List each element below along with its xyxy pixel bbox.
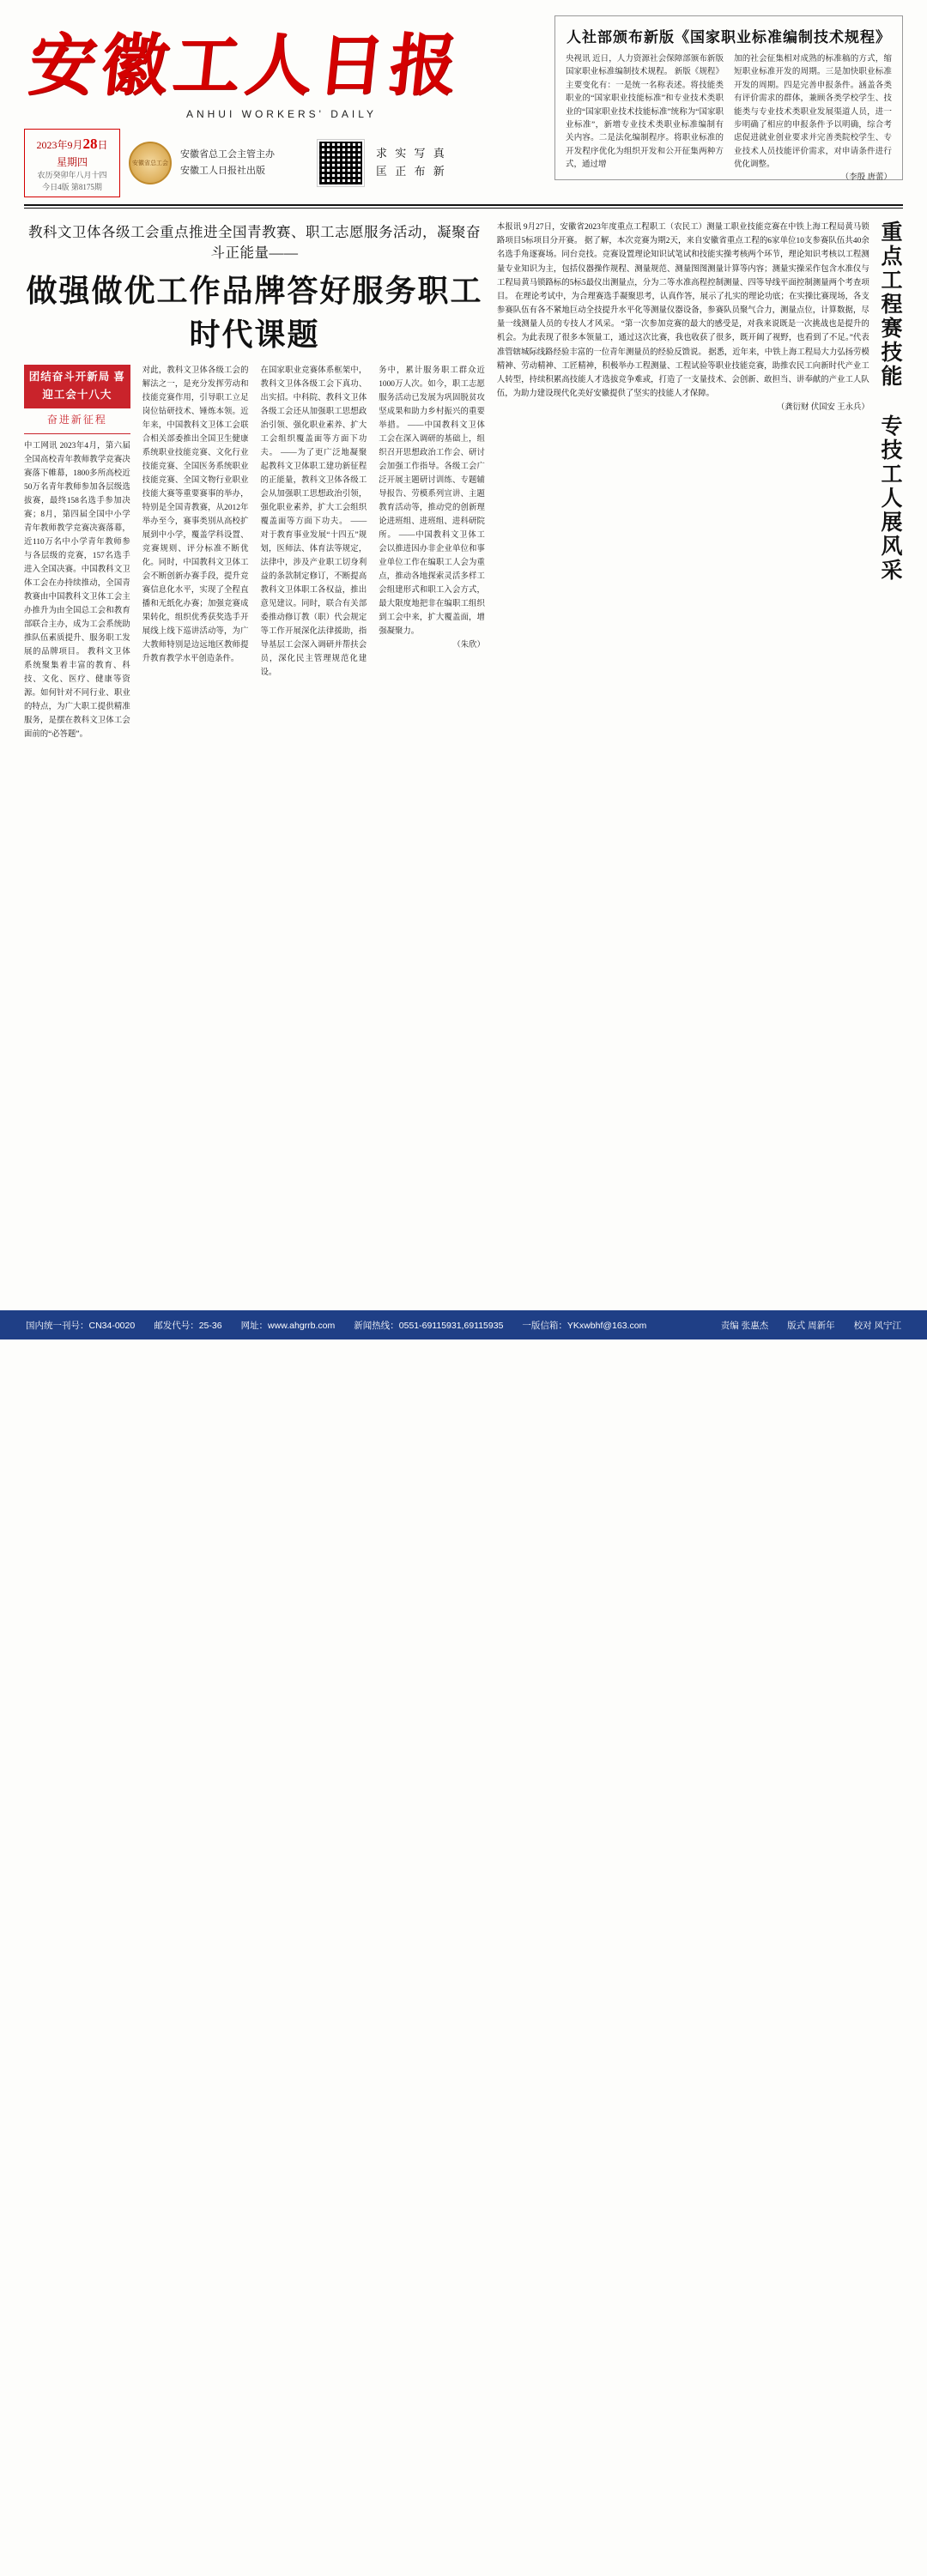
lead-story-main bbox=[24, 221, 485, 2576]
masthead-info-strip bbox=[24, 129, 539, 198]
footer-hotline: 新闻热线：0551-69115931,69115935 bbox=[354, 1320, 504, 1331]
footer-postal-code: 邮发代号：25-36 bbox=[154, 1320, 222, 1331]
masthead-motto bbox=[376, 145, 447, 181]
newspaper-title-english: ANHUI WORKERS' DAILY bbox=[185, 107, 378, 120]
campaign-badge-sub: 奋进新征程 bbox=[24, 408, 130, 434]
sidebar-story-text: 本报讯 9月27日，安徽省2023年度重点工程职工（农民工）测量工职业技能竞赛在中铁上海工程局黄马锁路项目5标项目分开赛。 据了解，本次竞赛为期2天，来自安徽省重点工程的6家单位10支参赛队伍共40余名选手角逐赛场。同台竞技。竞赛设置理论知识试笔试和技能实操考核两个环节，理论知识考核以工程测量专业知识为主，包括仪器操作规程、测量规范、测量图图测量计算等内容；测量实操采作包含水准仪与工程局黄马锁路标的5标5最仪出测量点，分为二等水准高程控制测量、四等导线平面控制测量两个考查项目。 在理论考试中，为合理赛选手凝聚思考，认真作答，展示了扎实的理论功底；在实操比赛现场，各支参赛队伍有各不紧地巨动全技提升水平化等测量仪器设备，参赛队员聚气合力，测量点位，计算数据，尽量一线测量人员的专技人才风采。 “第一次参加竞赛的最大的感受是，对我来说既是一次挑战也是提升的机会。为此表现了很多本领量工，通过这次比赛，我也收获了很多，既开阔了视野，也看到了不足。”代表准管辖城际线路经验丰富的一位青年测量员的经验反馈说。 据悉，近年来，中铁上海工程局大力弘扬劳模精神、劳动精神、工匠精神，积极举办工程测量、工程试验等职业技能竞赛，助推农民工向新时代产业工人转型，持续积累高技能人才选拔竞争难或，打造了一支量技术、会创新、敢担当、讲奉献的产业工人队伍，为助力建设现代化美好安徽提供了坚实的技能人才保障。 bbox=[496, 223, 869, 399]
footer-proofreader: 校对 风宁江 bbox=[853, 1320, 901, 1331]
sidebar-story-body bbox=[497, 221, 869, 2576]
lead-col-2: 对此，教科文卫体各级工会的解法之一，是充分发挥劳动和技能竞赛作用，引导职工立足岗位钻研技术、锤炼本领。近年来，中国教科文卫体工会联合相关部委推出全国卫生健康系统职业技能竞赛、文化行业技能竞赛、全国医务系统职业技能竞赛、全国文物行业职业技能大赛等重要赛事的举办，特别是全国青教赛，从2012年举办至今，赛事类别从高校扩展到中小学，覆盖学科设置、竞赛规则、评分标准不断优化。同时，中国教科文卫体工会不断创新办赛手段，提升竞赛信息化水平，实现了全程直播和无纸化办赛；加强竞赛成果转化，组织优秀获奖选手开展线上线下巡讲活动等，为广大教师特别是边远地区教师提升教育教学水平创造条件。 bbox=[142, 366, 249, 663]
newspaper-title: 安徽工人日报 bbox=[25, 28, 466, 103]
top-news-col-1: 央视讯 近日，人力资源社会保障部颁布新版国家职业标准编制技术规程。 新版《规程》主要变化有：一是统一名称表述。将技能类职业的“国家职业技能标准”和专业技术类职业的“国家职业技术技能标准”统称为“国家职业标准”，新增专业技术类职业标准编制有关内容。二是法化编制程序。将职业标准的开发程序优化为组织开发和公开征集两种方式，通过增 bbox=[566, 55, 724, 169]
lead-byline: （朱欣） bbox=[452, 640, 485, 650]
top-news-col-2 bbox=[734, 53, 892, 185]
lead-col-3: 在国家职业竞赛体系框架中，教科文卫体各级工会下真功、出实招。中科院、教科文卫体各级工会还从加强职工思想政治引领、强化职业素养、扩大工会组织覆盖面等方面下功夫。 ——为了更广泛地凝聚起教科文卫体职工建功新征程的正能量，教科文卫体各级工会从加强职工思想政治引领，强化职业素养，扩大工会组织覆盖面等方面下功夫。 ——对于教育事业发展“十四五”规划，医师法、体育法等规定，法律中，涉及产业职工切身利益的条款制定修订，不断提高教科文卫体职工各权益，推出意见建议。同时，联合有关部委推动修订教（职）代会规定等工作开展深化法律援助，指导基层工会深入调研并帮扶会员，深化民主管理规范化建设。 bbox=[260, 366, 367, 677]
footer-issn: 国内统一刊号：CN34-0020 bbox=[26, 1320, 136, 1331]
date-day: 28 bbox=[82, 135, 98, 152]
sidebar-story bbox=[497, 221, 903, 2576]
sponsor-line-1: 安徽省总工会主管主办 bbox=[180, 149, 275, 160]
qr-code-icon[interactable] bbox=[318, 140, 364, 186]
lunar-date: 农历癸卯年八月十四 bbox=[37, 171, 107, 180]
lead-col-1 bbox=[24, 365, 130, 742]
sidebar-story-title: 重点工程赛技能 专技工人展风采 bbox=[878, 221, 901, 583]
weekday: 星期四 bbox=[56, 156, 88, 169]
campaign-badge: 团结奋斗开新局 喜迎工会十八大 bbox=[24, 365, 130, 408]
masthead bbox=[0, 0, 927, 199]
top-news-columns bbox=[566, 53, 892, 185]
motto-line-1: 求 实 写 真 bbox=[376, 147, 447, 160]
footer-layout: 版式 周新年 bbox=[787, 1320, 835, 1331]
publication-date-box bbox=[24, 129, 120, 198]
date-prefix: 2023年9月 bbox=[36, 138, 83, 151]
lead-col-4-text: 务中，累计服务职工群众近1000万人次。如今，职工志愿服务活动已发展为巩固脱贫攻坚成果和助力乡村振兴的重要举措。 ——中国教科文卫体工会在深入调研的基础上，组织召开思想政治工作会、研讨会加强工作指导。各级工会广泛开展主题研讨训练、专题辅导报告、劳模系列宣讲、主题教育活动等，推动党的创新理论进班组、进班组、进科研院所。 ——中国教科文卫体工会以推进因办非企业单位和事业单位工作在编职工人会为重点，推动各地探索灵活多样工会组建形式和职工入会方式，最大限度地把非在编职工组织到工会中来，扩大覆盖面，增强凝聚力。 bbox=[379, 366, 485, 636]
lead-story-section bbox=[0, 209, 927, 2576]
lead-col-4 bbox=[379, 365, 485, 742]
motto-line-2: 匡 正 布 新 bbox=[376, 165, 447, 178]
sponsor-line-2: 安徽工人日报社出版 bbox=[180, 166, 265, 177]
sidebar-story-byline: （龚衍财 伏国安 王永兵） bbox=[776, 403, 869, 413]
sponsor-info bbox=[180, 147, 309, 178]
top-news-box bbox=[554, 15, 903, 183]
top-news-col-2-text: 加的社会征集相对成熟的标准稿的方式，缩短职业标准开发的周期。三是加快职业标准开发的周期。四是完善申报条件。涵盖各类有评价需求的群体，兼顾各类学校学生、技能类与专业技术类职业发展渠道人员，进一步明确了相应的申报条件予以明确，综合考虑促进就业创业要求并完善类院校学生、专业技术人员技能评价需求，对申请条件进行优化调整。 bbox=[734, 55, 892, 169]
page-footer bbox=[0, 1310, 927, 1339]
lead-headline: 做强做优工作品牌答好服务职工时代课题 bbox=[26, 274, 483, 352]
footer-editor: 责编 张惠杰 bbox=[720, 1320, 769, 1331]
footer-email[interactable]: 一版信箱：YKxwbhf@163.com bbox=[522, 1320, 647, 1331]
seal-text: 安徽省总工会 bbox=[132, 160, 168, 167]
top-news-title: 人社部颁布新版《国家职业标准编制技术规程》 bbox=[566, 29, 891, 45]
issue-number: 今日4版 第8175期 bbox=[42, 182, 102, 191]
lead-kicker: 教科文卫体各级工会重点推进全国青教赛、职工志愿服务活动，凝聚奋斗正能量—— bbox=[27, 224, 481, 261]
official-seal-icon bbox=[129, 142, 172, 184]
masthead-left bbox=[24, 15, 539, 199]
lead-columns bbox=[24, 365, 485, 742]
footer-website[interactable]: 网址：www.ahgrrb.com bbox=[240, 1320, 336, 1331]
lead-col-1-text: 中工网讯 2023年4月，第六届全国高校青年教师教学竞赛决赛落下帷幕，1800多所高校近50万名青年教师参加各层级选拔赛，最终158名选手参加决赛；8月，第四届全国中小学青年教师教学竞赛决赛落幕，近110万名中小学青年教师参与各层级的竞赛，157名选手进入全国决赛。中国教科文卫体工会在办持续推动，全国青教赛由中国教科文卫体工会主办推升为由全国总工会和教育部联合主办，成为工会系统助推队伍素质提升、服务职工发展的品牌项目。 教科文卫体系统聚集着丰富的教育、科技、文化、医疗、健康等资源。如何针对不同行业、职业的特点，为广大职工提供精准服务，是摆在教科文卫体工会面前的“必答题”。 bbox=[24, 441, 130, 739]
masthead-rule bbox=[24, 204, 903, 206]
top-news-byline: （李殷 唐蕾） bbox=[840, 173, 892, 183]
date-suffix: 日 bbox=[97, 138, 108, 151]
